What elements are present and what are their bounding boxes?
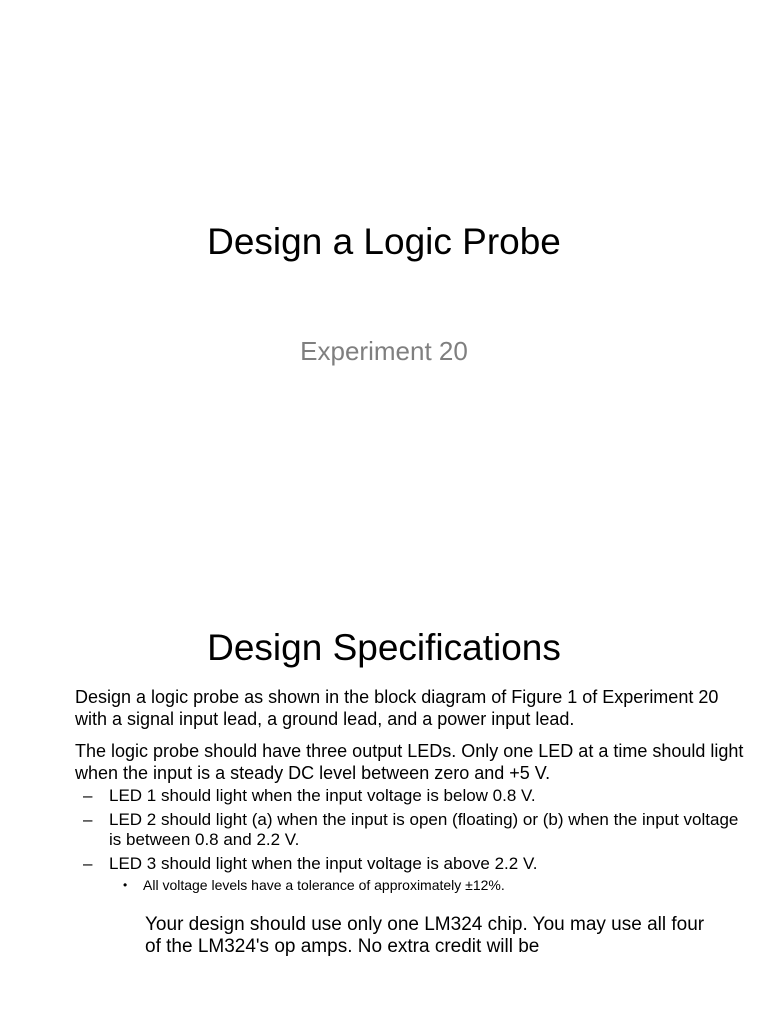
dot-bullet-icon: • <box>123 878 128 892</box>
list-item <box>75 786 745 806</box>
sub-list-item-text: All voltage levels have a tolerance of approximately ±12%. <box>143 877 505 893</box>
paragraph: Design a logic probe as shown in the block diagram of Figure 1 of Experiment 20 with a signal input lead, a ground lead, and a power input lead. <box>75 687 719 729</box>
list-item <box>75 854 745 874</box>
slide-subtitle: Experiment 20 <box>300 336 468 366</box>
paragraph: Your design should use only one LM324 chip. You may use all four of the LM324's op amps. No extra credit will be <box>145 914 705 957</box>
list-item-text: LED 3 should light when the input voltage is above 2.2 V. <box>109 854 538 873</box>
list-item-text: LED 1 should light when the input voltage is below 0.8 V. <box>109 786 536 805</box>
slide-title: Design Specifications <box>207 627 561 668</box>
sub-list-item <box>75 876 745 894</box>
slide-body <box>75 686 745 958</box>
bullet-list <box>75 786 745 874</box>
specifications-slide <box>0 576 768 1024</box>
paragraph: The logic probe should have three output LEDs. Only one LED at a time should light when the input is a steady DC level between zero and +5 V. <box>75 741 744 783</box>
dash-bullet-icon: – <box>83 810 93 829</box>
dash-bullet-icon: – <box>83 854 93 873</box>
slide-title: Design a Logic Probe <box>207 221 561 262</box>
list-item-text: LED 2 should light (a) when the input is open (floating) or (b) when the input voltage is between 0.8 and 2.2 V. <box>109 810 739 849</box>
dash-bullet-icon: – <box>83 786 93 805</box>
list-item <box>75 810 745 850</box>
